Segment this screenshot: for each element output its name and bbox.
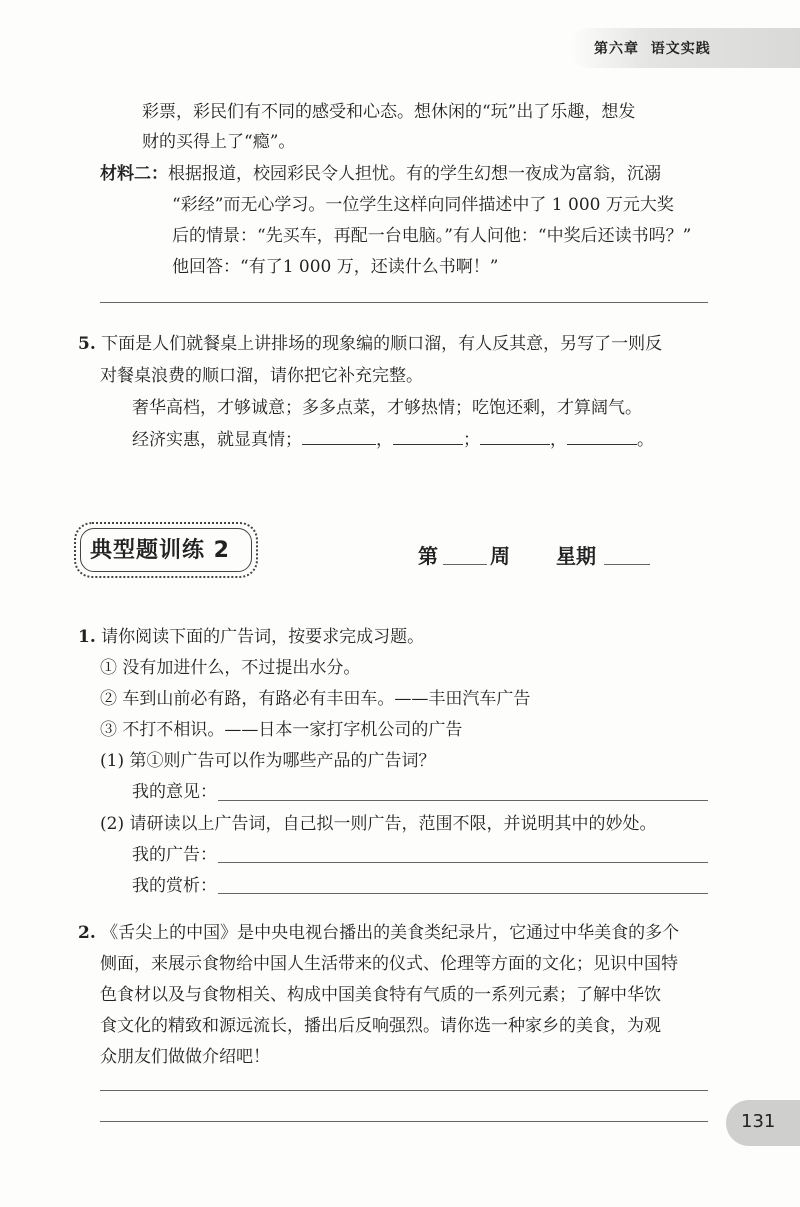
sub-question-1: (1) 第①则广告可以作为哪些产品的广告词？ xyxy=(100,751,436,771)
q5-line1: 下面是人们就餐桌上讲排场的现象编的顺口溜，有人反其意，另写了一则反 xyxy=(101,334,663,354)
material2-line4: 他回答：“有了1 000 万，还读什么书啊！” xyxy=(172,257,499,277)
page-number: 131 xyxy=(741,1111,776,1132)
section-label: 语文实践 xyxy=(650,41,711,57)
q5-line4-prefix: 经济实惠，就显真情； xyxy=(132,430,302,450)
material2-line1: 根据报道，校园彩民令人担忧。有的学生幻想一夜成为富翁，沉溺 xyxy=(168,164,661,184)
opinion-label: 我的意见： xyxy=(132,782,217,802)
p2-number: 2. xyxy=(78,923,96,943)
ad-item-1: ① 没有加进什么，不过提出水分。 xyxy=(100,658,361,678)
material2-label: 材料二： xyxy=(100,164,168,184)
material1-line2: 财的买得上了“瘾”。 xyxy=(142,132,296,152)
material2-line2: “彩经”而无心学习。一位学生这样向同伴描述中了 1 000 万元大奖 xyxy=(172,195,674,215)
p1-number: 1. xyxy=(78,627,96,647)
p2-line3: 色食材以及与食物相关、构成中国美食特有气质的一系列元素；了解中华饮 xyxy=(100,985,661,1005)
p2-answer-line-1[interactable] xyxy=(100,1090,708,1091)
opinion-answer-line[interactable] xyxy=(218,800,708,801)
q5-number: 5. xyxy=(78,334,96,354)
weekday-label: 星期 xyxy=(556,544,596,568)
p2-first-line xyxy=(78,922,679,944)
appreciation-label: 我的赏析： xyxy=(132,876,217,896)
practice-title: 典型题训练 2 xyxy=(90,538,230,563)
week-prefix: 第 xyxy=(418,544,438,568)
material2-line3: 后的情景：“先买车，再配一台电脑。”有人问他：“中奖后还读书吗？” xyxy=(172,226,692,246)
week-number-blank[interactable] xyxy=(443,564,487,565)
q5-sep2: ； xyxy=(463,430,480,450)
fill-blank-2[interactable] xyxy=(393,428,463,445)
fill-blank-3[interactable] xyxy=(480,428,550,445)
material2-first-line xyxy=(100,163,661,185)
ad-label: 我的广告： xyxy=(132,845,217,865)
p1-stem-line xyxy=(78,626,424,648)
q5-line3: 奢华高档，才够诚意；多多点菜，才够热情；吃饱还剩，才算阔气。 xyxy=(132,398,642,418)
weekday-blank[interactable] xyxy=(604,564,650,565)
p2-line2: 侧面，来展示食物给中国人生活带来的仪式、伦理等方面的文化；见识中国特 xyxy=(100,954,678,974)
chapter-label: 第六章 xyxy=(594,41,639,57)
q5-end: 。 xyxy=(637,430,654,450)
fill-blank-4[interactable] xyxy=(567,428,637,445)
chapter-header xyxy=(594,38,711,58)
p2-line5: 众朋友们做做介绍吧！ xyxy=(100,1047,270,1067)
ad-answer-line[interactable] xyxy=(218,862,708,863)
q5-line4 xyxy=(132,428,654,451)
p2-line1: 《舌尖上的中国》是中央电视台播出的美食类纪录片，它通过中华美食的多个 xyxy=(101,923,680,943)
answer-line[interactable] xyxy=(100,302,708,303)
q5-sep1: ， xyxy=(376,430,393,450)
appreciation-answer-line[interactable] xyxy=(218,893,708,894)
q5-first-line xyxy=(78,333,662,355)
p2-answer-line-2[interactable] xyxy=(100,1121,708,1122)
ad-item-3: ③ 不打不相识。——日本一家打字机公司的广告 xyxy=(100,720,463,740)
q5-sep3: ， xyxy=(550,430,567,450)
week-label: 周 xyxy=(490,544,510,568)
sub-question-2: (2) 请研读以上广告词，自己拟一则广告，范围不限，并说明其中的妙处。 xyxy=(100,814,657,834)
q5-line2: 对餐桌浪费的顺口溜，请你把它补充完整。 xyxy=(100,366,423,386)
p2-line4: 食文化的精致和源远流长，播出后反响强烈。请你选一种家乡的美食，为观 xyxy=(100,1016,661,1036)
ad-item-2: ② 车到山前必有路，有路必有丰田车。——丰田汽车广告 xyxy=(100,689,531,709)
material1-line1: 彩票，彩民们有不同的感受和心态。想休闲的“玩”出了乐趣，想发 xyxy=(142,102,636,122)
p1-stem: 请你阅读下面的广告词，按要求完成习题。 xyxy=(101,627,425,647)
fill-blank-1[interactable] xyxy=(302,428,376,445)
